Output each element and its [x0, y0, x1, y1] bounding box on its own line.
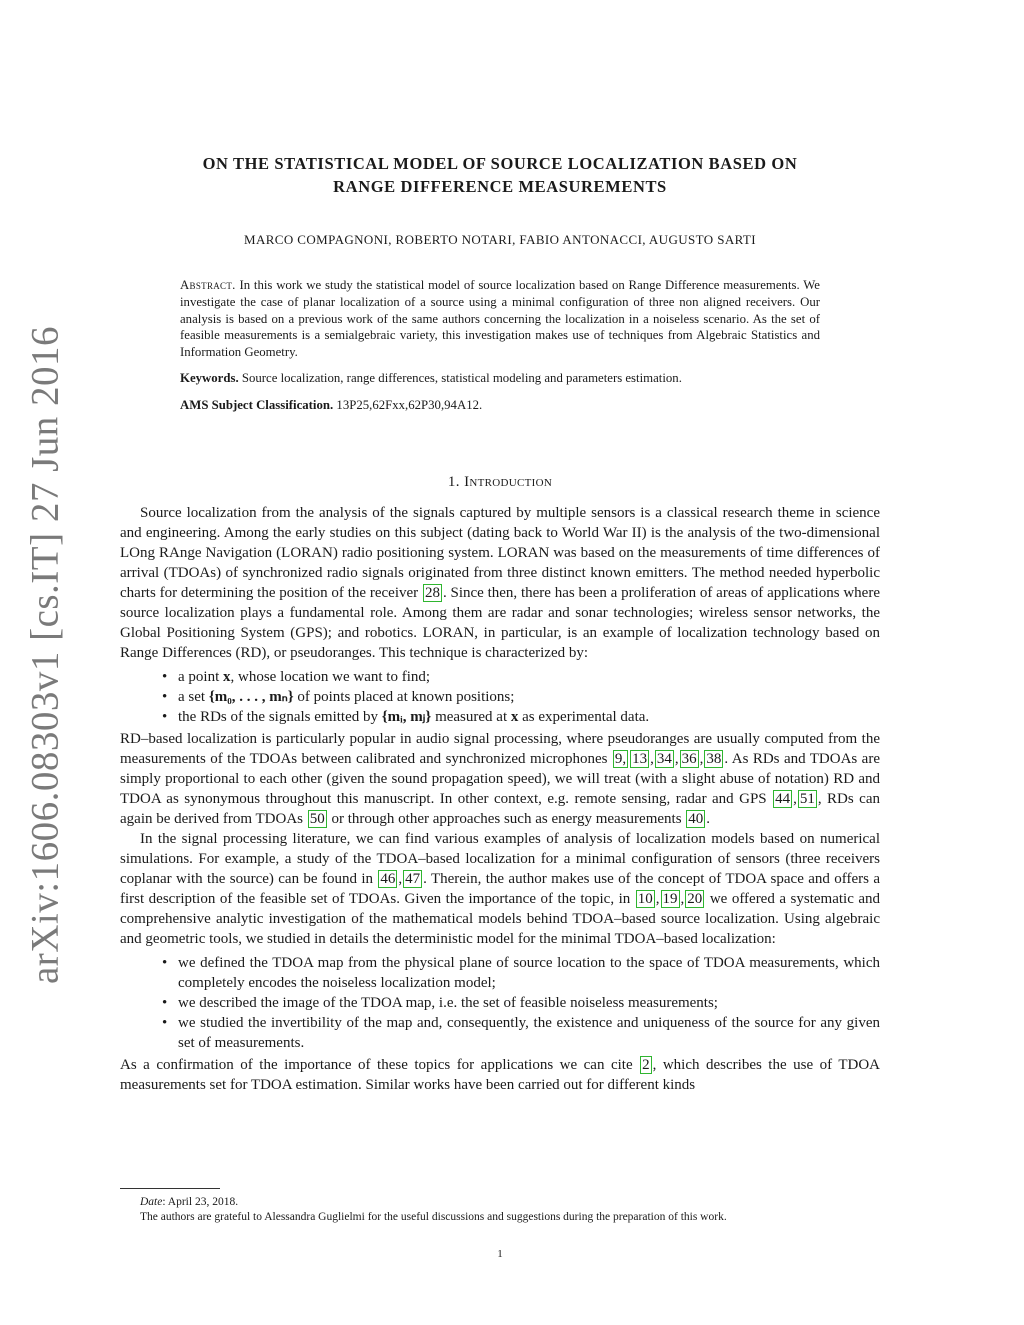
abstract-text: In this work we study the statistical model of source localization based on Range Difference measurements. We investigate the case of planar localization of a source using a minimal configuration of three non aligned receivers. Our analysis is based on a previous work of the same authors concerning the localization in a noiseless scenario. As the set of feasible measurements is a semialgebraic variety, this investigation makes use of techniques from Algebraic Statistics and Information Geometry.	[180, 278, 820, 360]
footnote-acknowledgement: The authors are grateful to Alessandra Guglielmi for the useful discussions and suggestions during the preparation of this work.	[140, 1211, 727, 1223]
section-title: Introduction	[464, 474, 553, 490]
ams-classification	[180, 398, 820, 413]
paper-title	[120, 152, 880, 198]
title-line-1: ON THE STATISTICAL MODEL OF SOURCE LOCALIZATION BASED ON	[202, 154, 798, 173]
ams-text: 13P25,62Fxx,62P30,94A12.	[336, 398, 483, 412]
list-item: • the RDs of the signals emitted by {mᵢ, mⱼ} measured at x as experimental data.	[178, 707, 880, 727]
page-number: 1	[497, 1248, 503, 1260]
citation-link[interactable]: 50	[309, 811, 325, 827]
intro-paragraph-3: In the signal processing literature, we can find various examples of analysis of localization models based on numerical simulations. For example, a study of the TDOA–based localization for a minimal configuration of sensors (three receivers coplanar with the source) can be found in 46 , 47 . Therein, the author makes use of the concept of TDOA space and offers a first description of the feasible set of TDOAs. Given the importance of the topic, in 10 , 19 , 20 we offered a systematic and comprehensive analytic investigation of the mathematical models behind TDOA–based source localization. Using algebraic and geometric tools, we studied in details the deterministic model for the minimal TDOA–based localization:	[120, 831, 881, 947]
citation-link[interactable]: 46	[380, 871, 396, 887]
citation-link[interactable]: 9,	[614, 751, 627, 767]
abstract	[180, 277, 820, 361]
arxiv-stamp: arXiv:1606.08303v1 [cs.IT] 27 Jun 2016	[23, 325, 67, 985]
keywords-text: Source localization, range differences, statistical modeling and parameters estimation.	[241, 371, 682, 385]
author-list: MARCO COMPAGNONI, ROBERTO NOTARI, FABIO ANTONACCI, AUGUSTO SARTI	[243, 232, 756, 247]
list-item: • we studied the invertibility of the map and, consequently, the existence and uniqueness of the source for any given set of measurements.	[178, 1013, 880, 1053]
citation-link[interactable]: 20	[687, 891, 703, 907]
list-item: • we defined the TDOA map from the physical plane of source location to the space of TDOA measurements, which completely encodes the noiseless localization model;	[178, 953, 880, 993]
citation-link[interactable]: 34	[656, 751, 672, 767]
intro-body	[120, 503, 880, 1095]
citation-link[interactable]: 28	[424, 585, 440, 601]
citation-link[interactable]: 47	[405, 871, 421, 887]
list-item: • we described the image of the TDOA map, i.e. the set of feasible noiseless measurements;	[178, 993, 880, 1013]
citation-link[interactable]: 2	[642, 1057, 650, 1073]
list-item: • a set {m₀, . . . , mₙ} of points placed at known positions;	[178, 687, 880, 707]
keywords-label: Keywords.	[180, 371, 239, 385]
abstract-label: Abstract.	[180, 278, 236, 292]
section-heading	[120, 474, 880, 491]
intro-paragraph-2: RD–based localization is particularly popular in audio signal processing, where pseudoranges are usually computed from the measurements of the TDOAs between calibrated and synchronized microphones 9, 13 , 34 , 36 , 38 . As RDs and TDOAs are simply proportional to each other (given the sound propagation speed), we will treat (with a slight abuse of notation) RD and TDOA as synonymous throughout this manuscript. In other context, e.g. remote sensing, radar and GPS 44 , 51 , RDs can again be derived from TDOAs 50 or through other approaches such as energy measurements 40 .	[120, 731, 880, 827]
citation-link[interactable]: 38	[706, 751, 722, 767]
list-item: • a point x, whose location we want to find;	[178, 667, 880, 687]
citation-link[interactable]: 13	[632, 751, 648, 767]
ams-label: AMS Subject Classification.	[180, 398, 334, 412]
keywords	[180, 371, 820, 386]
contributions-list	[120, 953, 880, 1053]
footnote-divider	[120, 1188, 220, 1189]
citation-link[interactable]: 51	[799, 791, 815, 807]
title-line-2: RANGE DIFFERENCE MEASUREMENTS	[333, 177, 667, 196]
intro-paragraph-4: As a confirmation of the importance of these topics for applications we can cite 2 , which describes the use of TDOA measurements set for TDOA estimation. Similar works have been carried out for different kinds	[120, 1057, 880, 1093]
citation-link[interactable]: 40	[688, 811, 704, 827]
citation-link[interactable]: 36	[681, 751, 697, 767]
section-number: 1.	[447, 474, 460, 490]
footnote-date: Date: April 23, 2018.	[140, 1196, 239, 1208]
model-characteristics-list	[120, 667, 880, 727]
intro-paragraph-1: Source localization from the analysis of the signals captured by multiple sensors is a classical research theme in science and engineering. Among the early studies on this subject (dating back to World War II) is the analysis of the two-dimensional LOng RAnge Navigation (LORAN) radio positioning system. LORAN was based on the measurements of time differences of arrival (TDOAs) of synchronized radio signals originated from three distinct known emitters. The method needed hyperbolic charts for determining the position of the receiver 28 . Since then, there has been a proliferation of areas of applications where source localization plays a fundamental role. Among them are radar and sonar technologies; wireless sensor networks, the Global Positioning System (GPS); and robotics. LORAN, in particular, is an example of localization technology based on Range Differences (RD), or pseudoranges. This technique is characterized by:	[120, 505, 880, 661]
citation-link[interactable]: 10	[637, 891, 653, 907]
footnotes	[120, 1195, 880, 1225]
citation-link[interactable]: 19	[662, 891, 678, 907]
citation-link[interactable]: 44	[775, 791, 791, 807]
